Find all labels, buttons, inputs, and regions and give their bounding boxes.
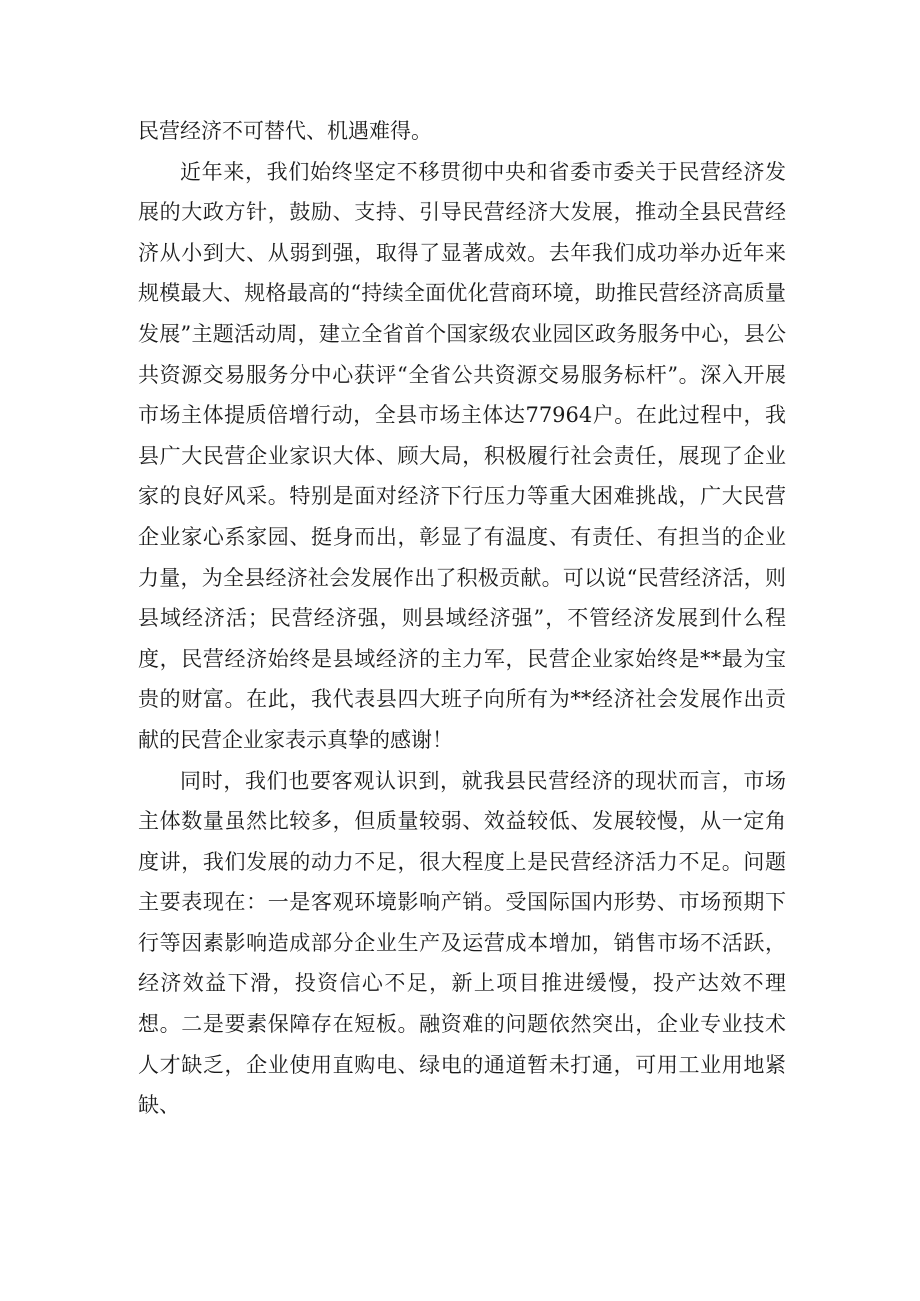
paragraph-2: 近年来，我们始终坚定不移贯彻中央和省委市委关于民营经济发展的大政方针，鼓励、支持、引导民营经济大发展，推动全县民营经济从小到大、从弱到强，取得了显著成效。去年我们成功举办近年来规模最大、规格最高的“持续全面优化营商环境，助推民营经济高质量发展”主题活动周，建立全省首个国家级农业园区政务服务中心，县公共资源交易服务分中心获评“全省公共资源交易服务标杆”。深入开展市场主体提质倍增行动，全县市场主体达77964户。在此过程中，我县广大民营企业家识大体、顾大局，积极履行社会责任，展现了企业家的良好风采。特别是面对经济下行压力等重大困难挑战，广大民营企业家心系家园、挺身而出，彰显了有温度、有责任、有担当的企业力量，为全县经济社会发展作出了积极贡献。可以说“民营经济活，则县域经济活；民营经济强，则县域经济强”，不管经济发展到什么程度，民营经济始终是县域经济的主力军，民营企业家始终是**最为宝贵的财富。在此，我代表县四大班子向所有为**经济社会发展作出贡献的民营企业家表示真挚的感谢！ — [138, 159, 786, 752]
document-body — [138, 111, 786, 1126]
paragraph-1: 民营经济不可替代、机遇难得。 — [138, 119, 432, 143]
paragraph-3: 同时，我们也要客观认识到，就我县民营经济的现状而言，市场主体数量虽然比较多，但质量较弱、效益较低、发展较慢，从一定角度讲，我们发展的动力不足，很大程度上是民营经济活力不足。问题主要表现在：一是客观环境影响产销。受国际国内形势、市场预期下行等因素影响造成部分企业生产及运营成本增加，销售市场不活跃，经济效益下滑，投资信心不足，新上项目推进缓慢，投产达效不理想。二是要素保障存在短板。融资难的问题依然突出，企业专业技术人才缺乏，企业使用直购电、绿电的通道暂未打通，可用工业用地紧缺、 — [138, 768, 786, 1118]
